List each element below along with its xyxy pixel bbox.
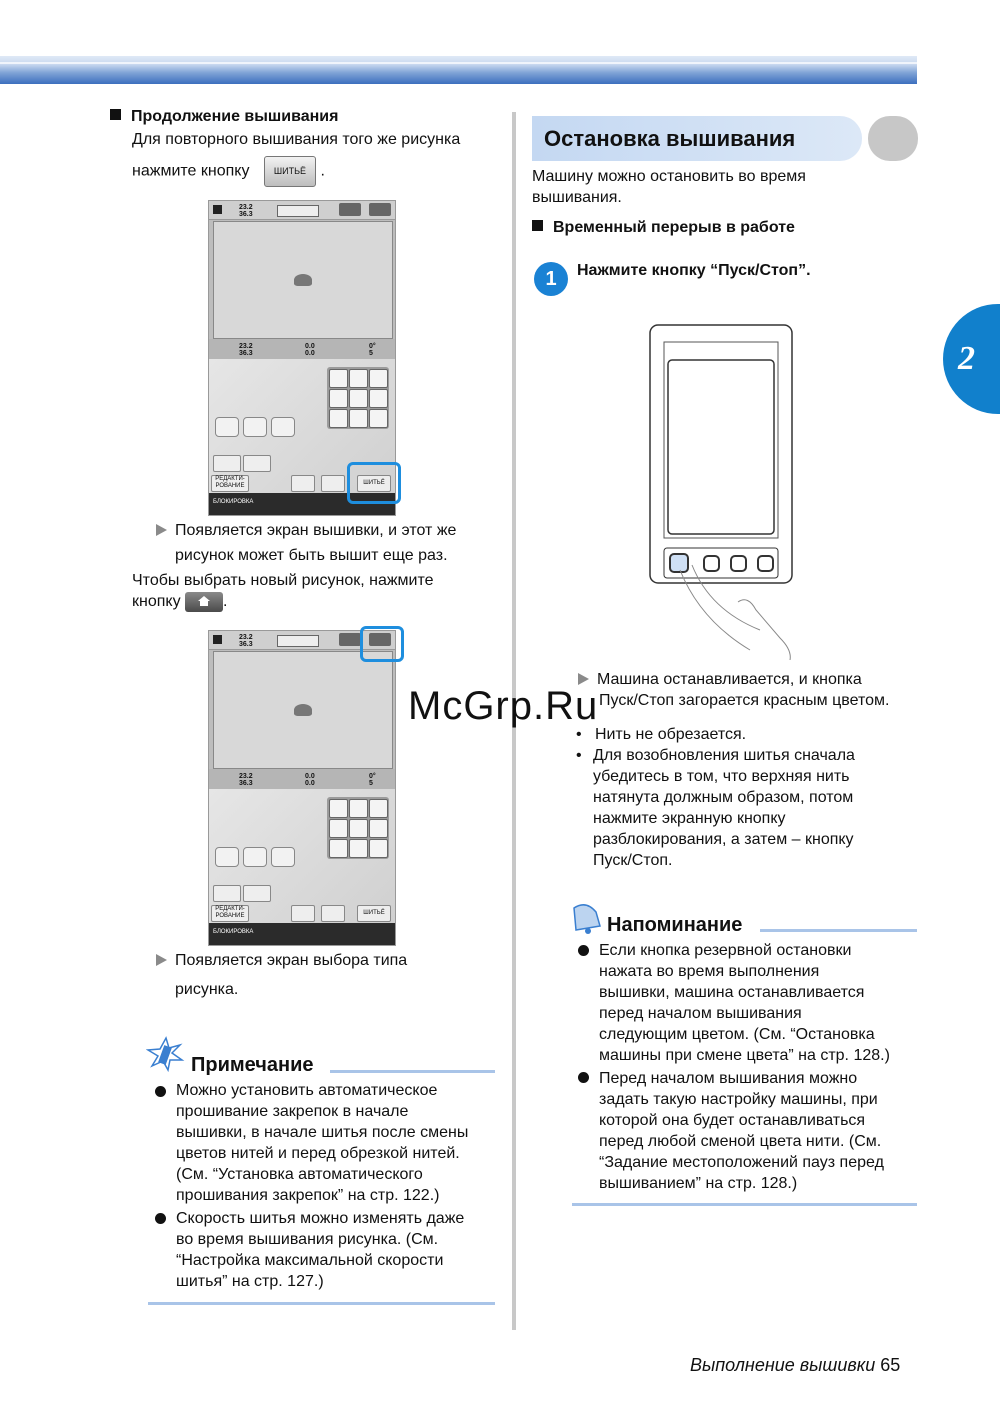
rotate-button[interactable] [215,417,239,437]
screen-top-bar: 23.2 36.3 [209,201,395,220]
sew-button[interactable]: ШИТЬЁ [357,905,391,922]
frame-check-button[interactable] [321,475,345,492]
page-button[interactable] [339,203,361,216]
watermark: McGrp.Ru [408,684,599,728]
arrow-left-icon[interactable] [329,389,348,408]
arrow-up-left-icon[interactable] [329,799,348,818]
page-footer [690,1355,900,1376]
page-number: 65 [880,1355,901,1375]
note-bottom-rule [148,1302,495,1305]
prev-button[interactable] [213,455,241,472]
home-button[interactable] [369,203,391,216]
edit-button[interactable]: РЕДАКТИ- РОВАНИЕ [211,475,249,492]
arrow-down-left-icon[interactable] [329,839,348,858]
arrow-down-right-icon[interactable] [369,409,388,428]
lock-button[interactable]: БЛОКИРОВКА [213,499,254,505]
home-button-highlight [360,626,404,662]
result-arrow-icon [156,954,167,966]
trial-button[interactable] [243,417,267,437]
reminder-bullet-1 [578,945,589,956]
arrow-left-icon[interactable] [329,819,348,838]
square-bullet-icon [110,109,121,120]
center-icon[interactable] [349,819,368,838]
needle-button[interactable] [291,905,315,922]
size-icon [213,635,222,644]
edit-button[interactable]: РЕДАКТИ- РОВАНИЕ [211,905,249,922]
bell-icon [568,902,604,934]
arrow-up-icon[interactable] [349,369,368,388]
prev-button[interactable] [213,885,241,902]
arrow-up-right-icon[interactable] [369,369,388,388]
arrow-right-icon[interactable] [369,819,388,838]
step-text: Нажмите кнопку “Пуск/Стоп”. [577,262,811,279]
new-pattern-text: Чтобы выбрать новый рисунок, нажмите кнопку . [132,572,434,610]
home-icon [197,595,211,607]
square-bullet-icon [532,220,543,231]
frame-check-button[interactable] [321,905,345,922]
continue-heading: Продолжение вышивания [110,108,338,126]
continue-intro: Для повторного вышивания того же рисунка нажмите кнопку ШИТЬЁ . [132,129,460,187]
sew-button-highlight [347,462,401,504]
note-bullet-2 [155,1213,166,1224]
machine-panel-illustration [640,320,810,660]
result-arrow-icon [156,524,167,536]
note-title: Примечание [191,1054,314,1076]
embroidery-screen-2: 23.2 36.3 23.2 36.3 0.0 0.0 0° 5 РЕДАКТИ- РОВАНИЕ ШИТЬЁ БЛОКИРОВКА [208,630,396,946]
note-rule [330,1070,495,1073]
header-band [0,56,917,84]
frame-icon [277,205,319,217]
note-item-1: Можно установить автоматическое прошивание закрепок в начале вышивки, в начале шитья после смены цветов нитей и перед обрезкой нитей. (См. “Установка автоматического прошивания закрепок” на стр. 122.) [176,1082,469,1204]
home-button-inline[interactable] [185,592,223,612]
footer-section: Выполнение вышивки [690,1355,876,1375]
reminder-item-2: Перед началом вышивания можно задать такую настройку машины, при которой она будет останавливаться перед любой сменой цвета нити. (См. “Задание местоположений пауз перед вышиванием” на стр. 128.) [599,1070,884,1192]
section-title: Остановка вышивания [544,126,796,151]
arrow-right-icon[interactable] [369,389,388,408]
reminder-title: Напоминание [607,914,743,936]
reminder-rule [760,929,917,932]
stop-intro: Машину можно остановить во время вышивания. [532,168,806,206]
direction-pad [327,797,389,859]
size-icon [213,205,222,214]
bullet-list: • Нить не обрезается. • Для возобновления шитья сначала убедитесь в том, что верхняя нить натянута должным образом, потом нажмите экранную кнопку разблокирования, а затем – кнопку Пуск/Стоп. [576,726,855,869]
arrow-up-icon[interactable] [349,799,368,818]
page-button[interactable] [339,633,361,646]
result-2: Появляется экран выбора типа рисунка. [156,950,407,1000]
trial-button[interactable] [243,847,267,867]
reminder-item-1: Если кнопка резервной остановки нажата во время выполнения вышивки, машина останавливается перед началом вышивания следующим цветом. (См. “Остановка машины при смене цвета” на стр. 128.) [599,942,890,1064]
pattern-preview [213,651,393,769]
title-band-cap [868,116,918,161]
sew-button[interactable]: ШИТЬЁ [357,475,391,492]
arrow-up-left-icon[interactable] [329,369,348,388]
arrow-down-icon[interactable] [349,839,368,858]
arrow-up-right-icon[interactable] [369,799,388,818]
reminder-bullet-2 [578,1072,589,1083]
center-icon[interactable] [349,389,368,408]
note-bullet-1 [155,1086,166,1097]
lock-button[interactable]: БЛОКИРОВКА [213,929,254,935]
direction-pad [327,367,389,429]
stop-result: Машина останавливается, и кнопка Пуск/Стоп загорается красным цветом. [578,669,889,711]
sew-button-inline[interactable]: ШИТЬЁ [264,156,316,187]
note-pencil-icon [146,1036,186,1072]
arrow-down-left-icon[interactable] [329,409,348,428]
thread-button[interactable] [271,847,295,867]
pause-subheading: Временный перерыв в работе [532,219,795,237]
next-button[interactable] [243,455,271,472]
chapter-number: 2 [958,340,975,377]
pattern-motif [294,274,312,286]
screen-info-bar: 23.2 36.3 0.0 0.0 0° 5 [209,339,395,359]
note-item-2: Скорость шитья можно изменять даже во время вышивания рисунка. (См. “Настройка максимальной скорости шитья” на стр. 127.) [176,1210,465,1290]
pattern-motif [294,704,312,716]
reminder-bottom-rule [572,1203,917,1206]
rotate-button[interactable] [215,847,239,867]
pattern-preview [213,221,393,339]
arrow-down-icon[interactable] [349,409,368,428]
needle-button[interactable] [291,475,315,492]
step-number-badge: 1 [534,262,568,296]
result-1: Появляется экран вышивки, и этот же рисунок может быть вышит еще раз. [156,520,456,566]
thread-button[interactable] [271,417,295,437]
arrow-down-right-icon[interactable] [369,839,388,858]
frame-icon [277,635,319,647]
next-button[interactable] [243,885,271,902]
